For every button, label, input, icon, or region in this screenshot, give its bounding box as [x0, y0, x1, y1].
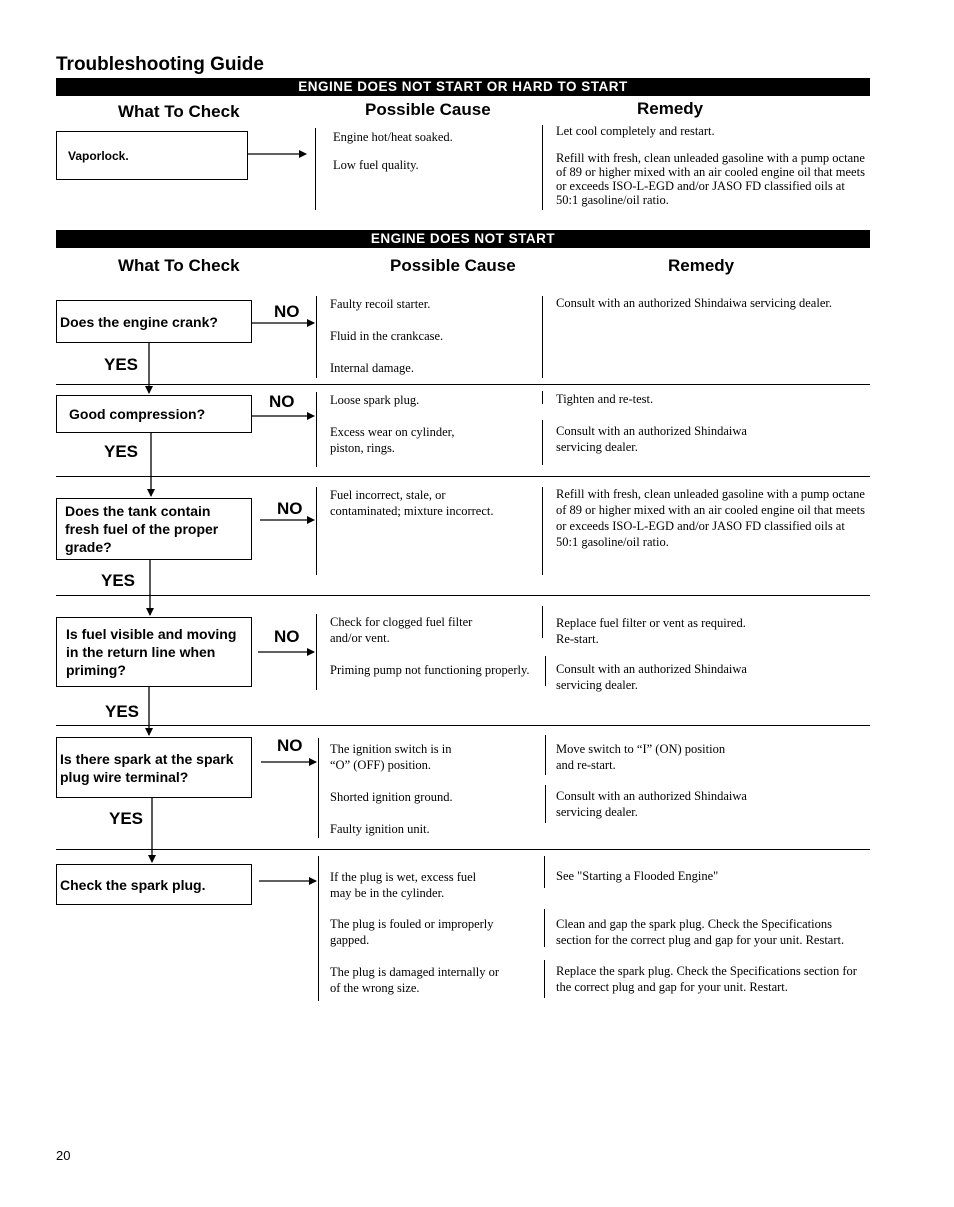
cause-text: Low fuel quality. — [333, 158, 419, 172]
cause-text: If the plug is wet, excess fuel may be in the cylinder. — [330, 870, 477, 900]
column-head-what-to-check: What To Check — [118, 102, 240, 121]
check-label: Check the spark plug. — [60, 876, 206, 893]
check-label: Does the engine crank? — [60, 313, 218, 330]
cause-text: The ignition switch is in “O” (OFF) position. — [330, 742, 452, 772]
remedy-text: Refill with fresh, clean unleaded gasoline with a pump octane of 89 or higher mixed with an air cooled engine oil that meets or exceeds ISO-L-EGD and/or JASO FD classified oils at 50:1 gasoline/oil ratio. — [556, 487, 865, 549]
remedy-text: Replace fuel filter or vent as required. Re-start. — [556, 616, 746, 646]
check-label: Vaporlock. — [68, 148, 129, 163]
column-head-remedy: Remedy — [637, 99, 704, 118]
cause-text: Excess wear on cylinder, piston, rings. — [330, 425, 455, 455]
cause-text: Faulty ignition unit. — [330, 822, 430, 836]
remedy-text: Tighten and re-test. — [556, 392, 654, 406]
yes-label: YES — [104, 442, 139, 461]
no-label: NO — [277, 499, 303, 518]
remedy-text: Clean and gap the spark plug. Check the Specifications section for the correct plug and gap for your unit. Restart. — [556, 917, 845, 947]
cause-text: Faulty recoil starter. — [330, 297, 431, 311]
yes-label: YES — [104, 355, 139, 374]
yes-label: YES — [109, 809, 144, 828]
no-label: NO — [274, 302, 300, 321]
check-label: Does the tank contain fresh fuel of the proper grade? — [65, 503, 219, 555]
page-number: 20 — [56, 1148, 71, 1163]
no-label: NO — [274, 627, 300, 646]
cause-text: Fluid in the crankcase. — [330, 329, 444, 343]
section-bar-does-not-start: ENGINE DOES NOT START — [56, 230, 870, 248]
remedy-text: Consult with an authorized Shindaiwa servicing dealer. — [556, 789, 747, 819]
cause-text: Loose spark plug. — [330, 393, 420, 407]
column-head-possible-cause: Possible Cause — [390, 256, 516, 275]
cause-text: Engine hot/heat soaked. — [333, 130, 453, 144]
remedy-text: Consult with an authorized Shindaiwa servicing dealer. — [556, 424, 747, 454]
cause-text: Fuel incorrect, stale, or contaminated; mixture incorrect. — [330, 488, 494, 518]
column-head-remedy: Remedy — [668, 256, 735, 275]
page-title: Troubleshooting Guide — [56, 54, 264, 75]
remedy-text: Replace the spark plug. Check the Specifications section for the correct plug and gap for your unit. Restart. — [556, 964, 857, 994]
cause-text: Check for clogged fuel filter and/or vent. — [330, 615, 473, 645]
section-bar-hard-to-start: ENGINE DOES NOT START OR HARD TO START — [56, 78, 870, 96]
remedy-text: Let cool completely and restart. — [556, 124, 715, 138]
cause-text: Shorted ignition ground. — [330, 790, 453, 804]
cause-text: Priming pump not functioning properly. — [330, 663, 530, 677]
check-label: Is fuel visible and moving in the return line when priming? — [66, 626, 237, 678]
cause-text: The plug is damaged internally or of the wrong size. — [330, 965, 500, 995]
check-label: Is there spark at the spark plug wire terminal? — [60, 750, 234, 785]
yes-label: YES — [101, 571, 136, 590]
remedy-text: See "Starting a Flooded Engine" — [556, 869, 719, 883]
remedy-text: Refill with fresh, clean unleaded gasoline with a pump octane of 89 or higher mixed with an air cooled engine oil that meets or exceeds ISO-L-EGD and/or JASO FD classified oils at 50:1 gasoline/oil ratio. — [556, 151, 865, 207]
no-label: NO — [269, 392, 295, 411]
yes-label: YES — [105, 702, 140, 721]
no-label: NO — [277, 736, 303, 755]
cause-text: The plug is fouled or improperly gapped. — [330, 917, 494, 947]
column-head-what-to-check: What To Check — [118, 256, 240, 275]
cause-text: Internal damage. — [330, 361, 414, 375]
remedy-text: Move switch to “I” (ON) position and re-start. — [556, 742, 726, 772]
column-head-possible-cause: Possible Cause — [365, 100, 491, 119]
remedy-text: Consult with an authorized Shindaiwa servicing dealer. — [556, 662, 747, 692]
check-label: Good compression? — [69, 406, 206, 422]
remedy-text: Consult with an authorized Shindaiwa servicing dealer. — [556, 296, 832, 310]
